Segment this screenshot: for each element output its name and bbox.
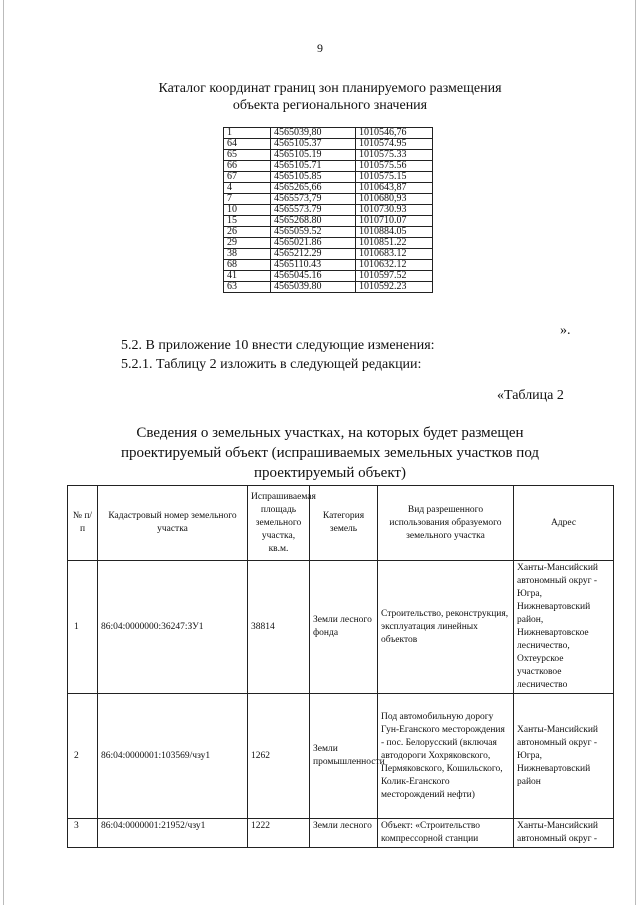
coord-x: 4565212.29	[271, 249, 356, 260]
land-table-body	[68, 561, 614, 848]
coordinates-row	[224, 216, 433, 227]
coord-x: 4565039,80	[271, 128, 356, 139]
coord-x: 4565105.37	[271, 139, 356, 150]
header-num: № п/п	[68, 486, 98, 561]
point-number: 63	[224, 282, 271, 293]
coord-x: 4565105.19	[271, 150, 356, 161]
coord-y: 1010575.56	[356, 161, 433, 172]
land-plots-table	[67, 485, 614, 848]
cell-num: 2	[68, 694, 98, 819]
coord-x: 4565105.85	[271, 172, 356, 183]
coord-y: 1010710.07	[356, 216, 433, 227]
coordinates-row	[224, 205, 433, 216]
cell-use: Строительство, реконструкция, эксплуатация линейных объектов	[378, 561, 514, 694]
land-table-header-row	[68, 486, 614, 561]
cell-category: Земли промышленности	[310, 694, 378, 819]
coordinates-table	[223, 127, 433, 293]
coordinates-row	[224, 128, 433, 139]
land-info-title-line-2: проектируемый объект (испрашиваемых земельных участков под	[120, 445, 540, 461]
header-address: Адрес	[514, 486, 614, 561]
coordinates-row	[224, 249, 433, 260]
coord-y: 1010597.52	[356, 271, 433, 282]
point-number: 67	[224, 172, 271, 183]
point-number: 15	[224, 216, 271, 227]
coordinates-row	[224, 183, 433, 194]
point-number: 68	[224, 260, 271, 271]
coordinates-row	[224, 139, 433, 150]
cell-address: Ханты-Мансийский автономный округ - Югра, Нижневартовский район, Нижневартовское лесничество, Охтеурское участковое лесничество	[514, 561, 614, 694]
coordinates-row	[224, 161, 433, 172]
header-use: Вид разрешенного использования образуемого земельного участка	[378, 486, 514, 561]
cell-use: Под автомобильную дорогу Гун-Еганского месторождения - пос. Белорусский (включая автодороги Хохряковского, Пермяковского, Кошильского, Колик-Еганского месторождений нефти)	[378, 694, 514, 819]
coordinates-row	[224, 150, 433, 161]
coord-x: 4565059.52	[271, 227, 356, 238]
cell-use: Объект: «Строительство компрессорной станции	[378, 819, 514, 848]
cell-num: 1	[68, 561, 98, 694]
coord-y: 1010851.22	[356, 238, 433, 249]
coord-x: 4565110.43	[271, 260, 356, 271]
header-category: Категория земель	[310, 486, 378, 561]
catalog-title	[0, 80, 640, 114]
point-number: 4	[224, 183, 271, 194]
coordinates-table-body	[224, 128, 433, 293]
point-number: 38	[224, 249, 271, 260]
coordinates-row	[224, 172, 433, 183]
cell-area: 1222	[248, 819, 310, 848]
quote-close: ».	[560, 323, 571, 338]
cell-cadastral: 86:04:0000001:21952/чзу1	[98, 819, 248, 848]
coord-x: 4565105.71	[271, 161, 356, 172]
catalog-title-line-1: Каталог координат границ зон планируемого размещения	[158, 81, 502, 96]
cell-cadastral: 86:04:0000000:36247:ЗУ1	[98, 561, 248, 694]
table-label: «Таблица 2	[497, 388, 564, 403]
coord-x: 4565021.86	[271, 238, 356, 249]
cell-category: Земли лесного фонда	[310, 561, 378, 694]
cell-address: Ханты-Мансийский автономный округ - Югра, Нижневартовский район	[514, 694, 614, 819]
header-area: Испрашиваемая площадь земельного участка, кв.м.	[248, 486, 310, 561]
coord-x: 4565045.16	[271, 271, 356, 282]
coord-x: 4565268.80	[271, 216, 356, 227]
coordinates-row	[224, 238, 433, 249]
land-table-row	[68, 561, 614, 694]
coord-x: 4565573,79	[271, 194, 356, 205]
point-number: 64	[224, 139, 271, 150]
point-number: 26	[224, 227, 271, 238]
coordinates-row	[224, 194, 433, 205]
cell-area: 1262	[248, 694, 310, 819]
catalog-title-line-2: объекта регионального значения	[232, 98, 428, 113]
paragraph-5-2-1: 5.2.1. Таблицу 2 изложить в следующей редакции:	[121, 357, 422, 372]
coordinates-row	[224, 227, 433, 238]
cell-cadastral: 86:04:0000001:103569/чзу1	[98, 694, 248, 819]
header-cadastral: Кадастровый номер земельного участка	[98, 486, 248, 561]
coord-x: 4565039.80	[271, 282, 356, 293]
point-number: 65	[224, 150, 271, 161]
coord-y: 1010643,87	[356, 183, 433, 194]
coord-x: 4565265,66	[271, 183, 356, 194]
point-number: 10	[224, 205, 271, 216]
coord-y: 1010680,93	[356, 194, 433, 205]
land-info-title-line-3: проектируемый объект)	[254, 465, 406, 481]
point-number: 41	[224, 271, 271, 282]
coord-y: 1010730.93	[356, 205, 433, 216]
land-info-title	[0, 423, 640, 483]
land-table-row	[68, 819, 614, 848]
land-table-row	[68, 694, 614, 819]
coord-y: 1010575.33	[356, 150, 433, 161]
coord-y: 1010884.05	[356, 227, 433, 238]
cell-category: Земли лесного	[310, 819, 378, 848]
point-number: 29	[224, 238, 271, 249]
point-number: 7	[224, 194, 271, 205]
coord-y: 1010546,76	[356, 128, 433, 139]
coord-y: 1010592.23	[356, 282, 433, 293]
paragraph-5-2: 5.2. В приложение 10 внести следующие изменения:	[121, 338, 435, 353]
cell-address: Ханты-Мансийский автономный округ -	[514, 819, 614, 848]
coordinates-row	[224, 260, 433, 271]
land-info-title-line-1: Сведения о земельных участках, на которых будет размещен	[136, 425, 524, 441]
coordinates-row	[224, 271, 433, 282]
coord-y: 1010683.12	[356, 249, 433, 260]
coordinates-row	[224, 282, 433, 293]
page-number: 9	[317, 41, 323, 55]
coord-x: 4565573.79	[271, 205, 356, 216]
coord-y: 1010575.15	[356, 172, 433, 183]
coord-y: 1010574.95	[356, 139, 433, 150]
coord-y: 1010632.12	[356, 260, 433, 271]
cell-num: 3	[68, 819, 98, 848]
point-number: 1	[224, 128, 271, 139]
cell-area: 38814	[248, 561, 310, 694]
point-number: 66	[224, 161, 271, 172]
